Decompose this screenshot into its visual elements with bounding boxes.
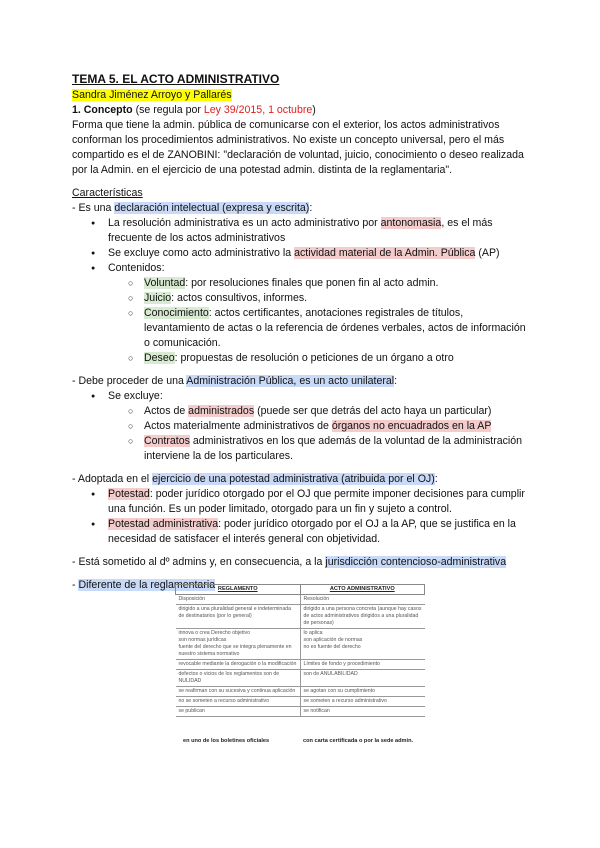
sub-bullet-item bbox=[72, 404, 532, 419]
concepto-regula-pre: (se regula por bbox=[132, 104, 204, 116]
c1-s2-highlight: Juicio bbox=[144, 292, 172, 304]
c1-s1-highlight: Voluntad bbox=[144, 277, 186, 289]
reglamento-cell: dirigido a una pluralidad general e indeterminada de destinatarios (por lo general) bbox=[176, 605, 301, 629]
document-body bbox=[72, 72, 532, 593]
bullet-item bbox=[72, 216, 532, 246]
reglamento-cell: defectos o vicios de los reglamentos son de NULIDAD bbox=[176, 670, 301, 687]
table-row bbox=[176, 629, 425, 660]
sub-bullet-item bbox=[72, 419, 532, 434]
table-footnote-right: con carta certificada o por la sede admin. bbox=[303, 738, 414, 744]
c1-s4-post: : propuestas de resolución o peticiones de un órgano a otro bbox=[174, 352, 454, 364]
c5-highlight: Diferente de la reglamentaria bbox=[78, 579, 216, 591]
table-row bbox=[176, 670, 425, 687]
bullet-item bbox=[72, 261, 532, 276]
c3-post: : bbox=[434, 473, 438, 485]
caracteristica-4 bbox=[72, 555, 532, 570]
c1-pre: - Es una bbox=[72, 202, 115, 214]
sub-bullet-item bbox=[72, 351, 532, 366]
table-row bbox=[176, 687, 425, 697]
c2-pre: - Debe proceder de una bbox=[72, 375, 187, 387]
c3-b2-highlight: Potestad administrativa bbox=[108, 518, 219, 530]
bullet-item bbox=[72, 246, 532, 261]
reglamento-cell: no se someten a recurso administrativo bbox=[176, 697, 301, 707]
caracteristica-3 bbox=[72, 472, 532, 487]
c1-b2-highlight: actividad material de la Admin. Pública bbox=[294, 247, 476, 259]
c1-highlight: declaración intelectual (expresa y escrita) bbox=[114, 202, 310, 214]
caracteristica-2 bbox=[72, 374, 532, 389]
comparison-table-wrap bbox=[175, 584, 425, 717]
c3-b2-post: : poder jurídico otorgado por el OJ a la AP, que se justifica en la necesidad de satisfacer el interés general con objetividad. bbox=[108, 518, 516, 545]
c2-s1-highlight: administrados bbox=[188, 405, 255, 417]
c2-s1-post: (puede ser que detrás del acto haya un particular) bbox=[254, 405, 492, 417]
c1-s3-post: : actos certificantes, anotaciones registrales de títulos, levantamiento de actas o la referencia de órdenes verbales, actos de información o comunicación. bbox=[144, 307, 526, 349]
sub-bullet-item bbox=[72, 291, 532, 306]
c1-b3: Contenidos: bbox=[108, 262, 165, 274]
reglamento-cell: innova o crea Derecho objetivo son normas jurídicas fuente del derecho que se integra plenamente en nuestro sistema normativo bbox=[176, 629, 301, 660]
acto-cell: se agotan con su cumplimiento bbox=[300, 687, 425, 697]
c4-highlight: jurisdicción contencioso-administrativa bbox=[325, 556, 507, 568]
c2-s2-highlight: órganos no encuadrados en la AP bbox=[331, 420, 492, 432]
acto-cell: dirigido a una persona concreta (aunque hay casos de actos administrativos dirigidos a una pluralidad de personas) bbox=[300, 605, 425, 629]
c2-b1: Se excluye: bbox=[108, 390, 163, 402]
c1-b1-post: , es el más frecuente de los actos administrativos bbox=[108, 217, 493, 244]
reglamento-cell: revocable mediante la derogación o la modificación bbox=[176, 660, 301, 670]
c2-post: : bbox=[394, 375, 398, 387]
acto-cell: se someten a recurso administrativo bbox=[300, 697, 425, 707]
c1-b2-pre: Se excluye como acto administrativo la bbox=[108, 247, 295, 259]
acto-cell: Límites de fondo y procedimiento bbox=[300, 660, 425, 670]
comparison-table bbox=[175, 584, 425, 717]
table-row bbox=[176, 605, 425, 629]
c1-s4-highlight: Deseo bbox=[144, 352, 175, 364]
sub-bullet-item bbox=[72, 276, 532, 291]
acto-cell: se notifican bbox=[300, 707, 425, 717]
c1-s1-post: : por resoluciones finales que ponen fin al acto admin. bbox=[185, 277, 439, 289]
c3-b1-post: : poder jurídico otorgado por el OJ que permite imponer decisiones para cumplir una función. Es un poder limitado, otorgado para un fin y sujeto a control. bbox=[108, 488, 525, 515]
sub-bullet-item bbox=[72, 306, 532, 351]
c1-b1-highlight: antonomasia bbox=[380, 217, 442, 229]
page-title: TEMA 5. EL ACTO ADMINISTRATIVO bbox=[72, 72, 280, 86]
c2-s1-pre: Actos de bbox=[144, 405, 189, 417]
concepto-heading-line bbox=[72, 103, 532, 118]
bullet-item bbox=[72, 487, 532, 517]
bullet-item bbox=[72, 389, 532, 404]
c3-highlight: ejercicio de una potestad administrativa (atribuida por el OJ) bbox=[152, 473, 435, 485]
ley-reference: Ley 39/2015, 1 octubre bbox=[203, 104, 313, 116]
table-header: REGLAMENTO bbox=[176, 585, 301, 595]
table-row bbox=[176, 595, 425, 605]
sub-bullet-item bbox=[72, 434, 532, 464]
caracteristica-1 bbox=[72, 201, 532, 216]
bullet-item bbox=[72, 517, 532, 547]
reglamento-cell: se publican bbox=[176, 707, 301, 717]
c4-pre: - Está sometido al dº admins y, en consecuencia, a la bbox=[72, 556, 326, 568]
table-footnote-left: en uno de los boletines oficiales bbox=[183, 738, 270, 744]
table-header: ACTO ADMINISTRATIVO bbox=[300, 585, 425, 595]
acto-cell: son de ANULABILIDAD bbox=[300, 670, 425, 687]
table-row bbox=[176, 660, 425, 670]
c5-pre: - bbox=[72, 579, 79, 591]
c2-s3-highlight: Contratos bbox=[144, 435, 190, 447]
c1-b1-pre: La resolución administrativa es un acto administrativo por bbox=[108, 217, 381, 229]
authors: Sandra Jiménez Arroyo y Pallarés bbox=[72, 89, 232, 101]
c1-s2-post: : actos consultivos, informes. bbox=[171, 292, 308, 304]
c2-highlight: Administración Pública, es un acto unilateral bbox=[186, 375, 395, 387]
c1-s3-highlight: Conocimiento bbox=[144, 307, 209, 319]
c3-b1-highlight: Potestad bbox=[108, 488, 150, 500]
acto-cell: lo aplica son aplicación de normas no es fuente del derecho bbox=[300, 629, 425, 660]
c1-b2-post: (AP) bbox=[475, 247, 500, 259]
table-row bbox=[176, 697, 425, 707]
c2-s3-post: administrativos en los que además de la voluntad de la administración interviene la de los particulares. bbox=[144, 435, 523, 462]
reglamento-cell: se reafirman con su sucesiva y continua aplicación bbox=[176, 687, 301, 697]
c3-pre: - Adoptada en el bbox=[72, 473, 153, 485]
acto-cell: Resolución bbox=[300, 595, 425, 605]
caracteristicas-heading: Características bbox=[72, 187, 143, 199]
c2-s2-pre: Actos materialmente administrativos de bbox=[144, 420, 332, 432]
reglamento-cell: Disposición bbox=[176, 595, 301, 605]
c1-post: : bbox=[309, 202, 313, 214]
table-row bbox=[176, 707, 425, 717]
concepto-regula-post: ) bbox=[312, 104, 316, 116]
concepto-heading: 1. Concepto bbox=[72, 104, 133, 116]
concepto-text: Forma que tiene la admin. pública de comunicarse con el exterior, los actos administrativos conforman los procedimientos administrativos. No existe un concepto universal, pero el más compartido es el de ZANOBINI: "declaración de voluntad, juicio, conocimiento o deseo realizada por la Admin. en el ejercicio de una potestad admin. distinta de la reglamentaria". bbox=[72, 119, 524, 176]
